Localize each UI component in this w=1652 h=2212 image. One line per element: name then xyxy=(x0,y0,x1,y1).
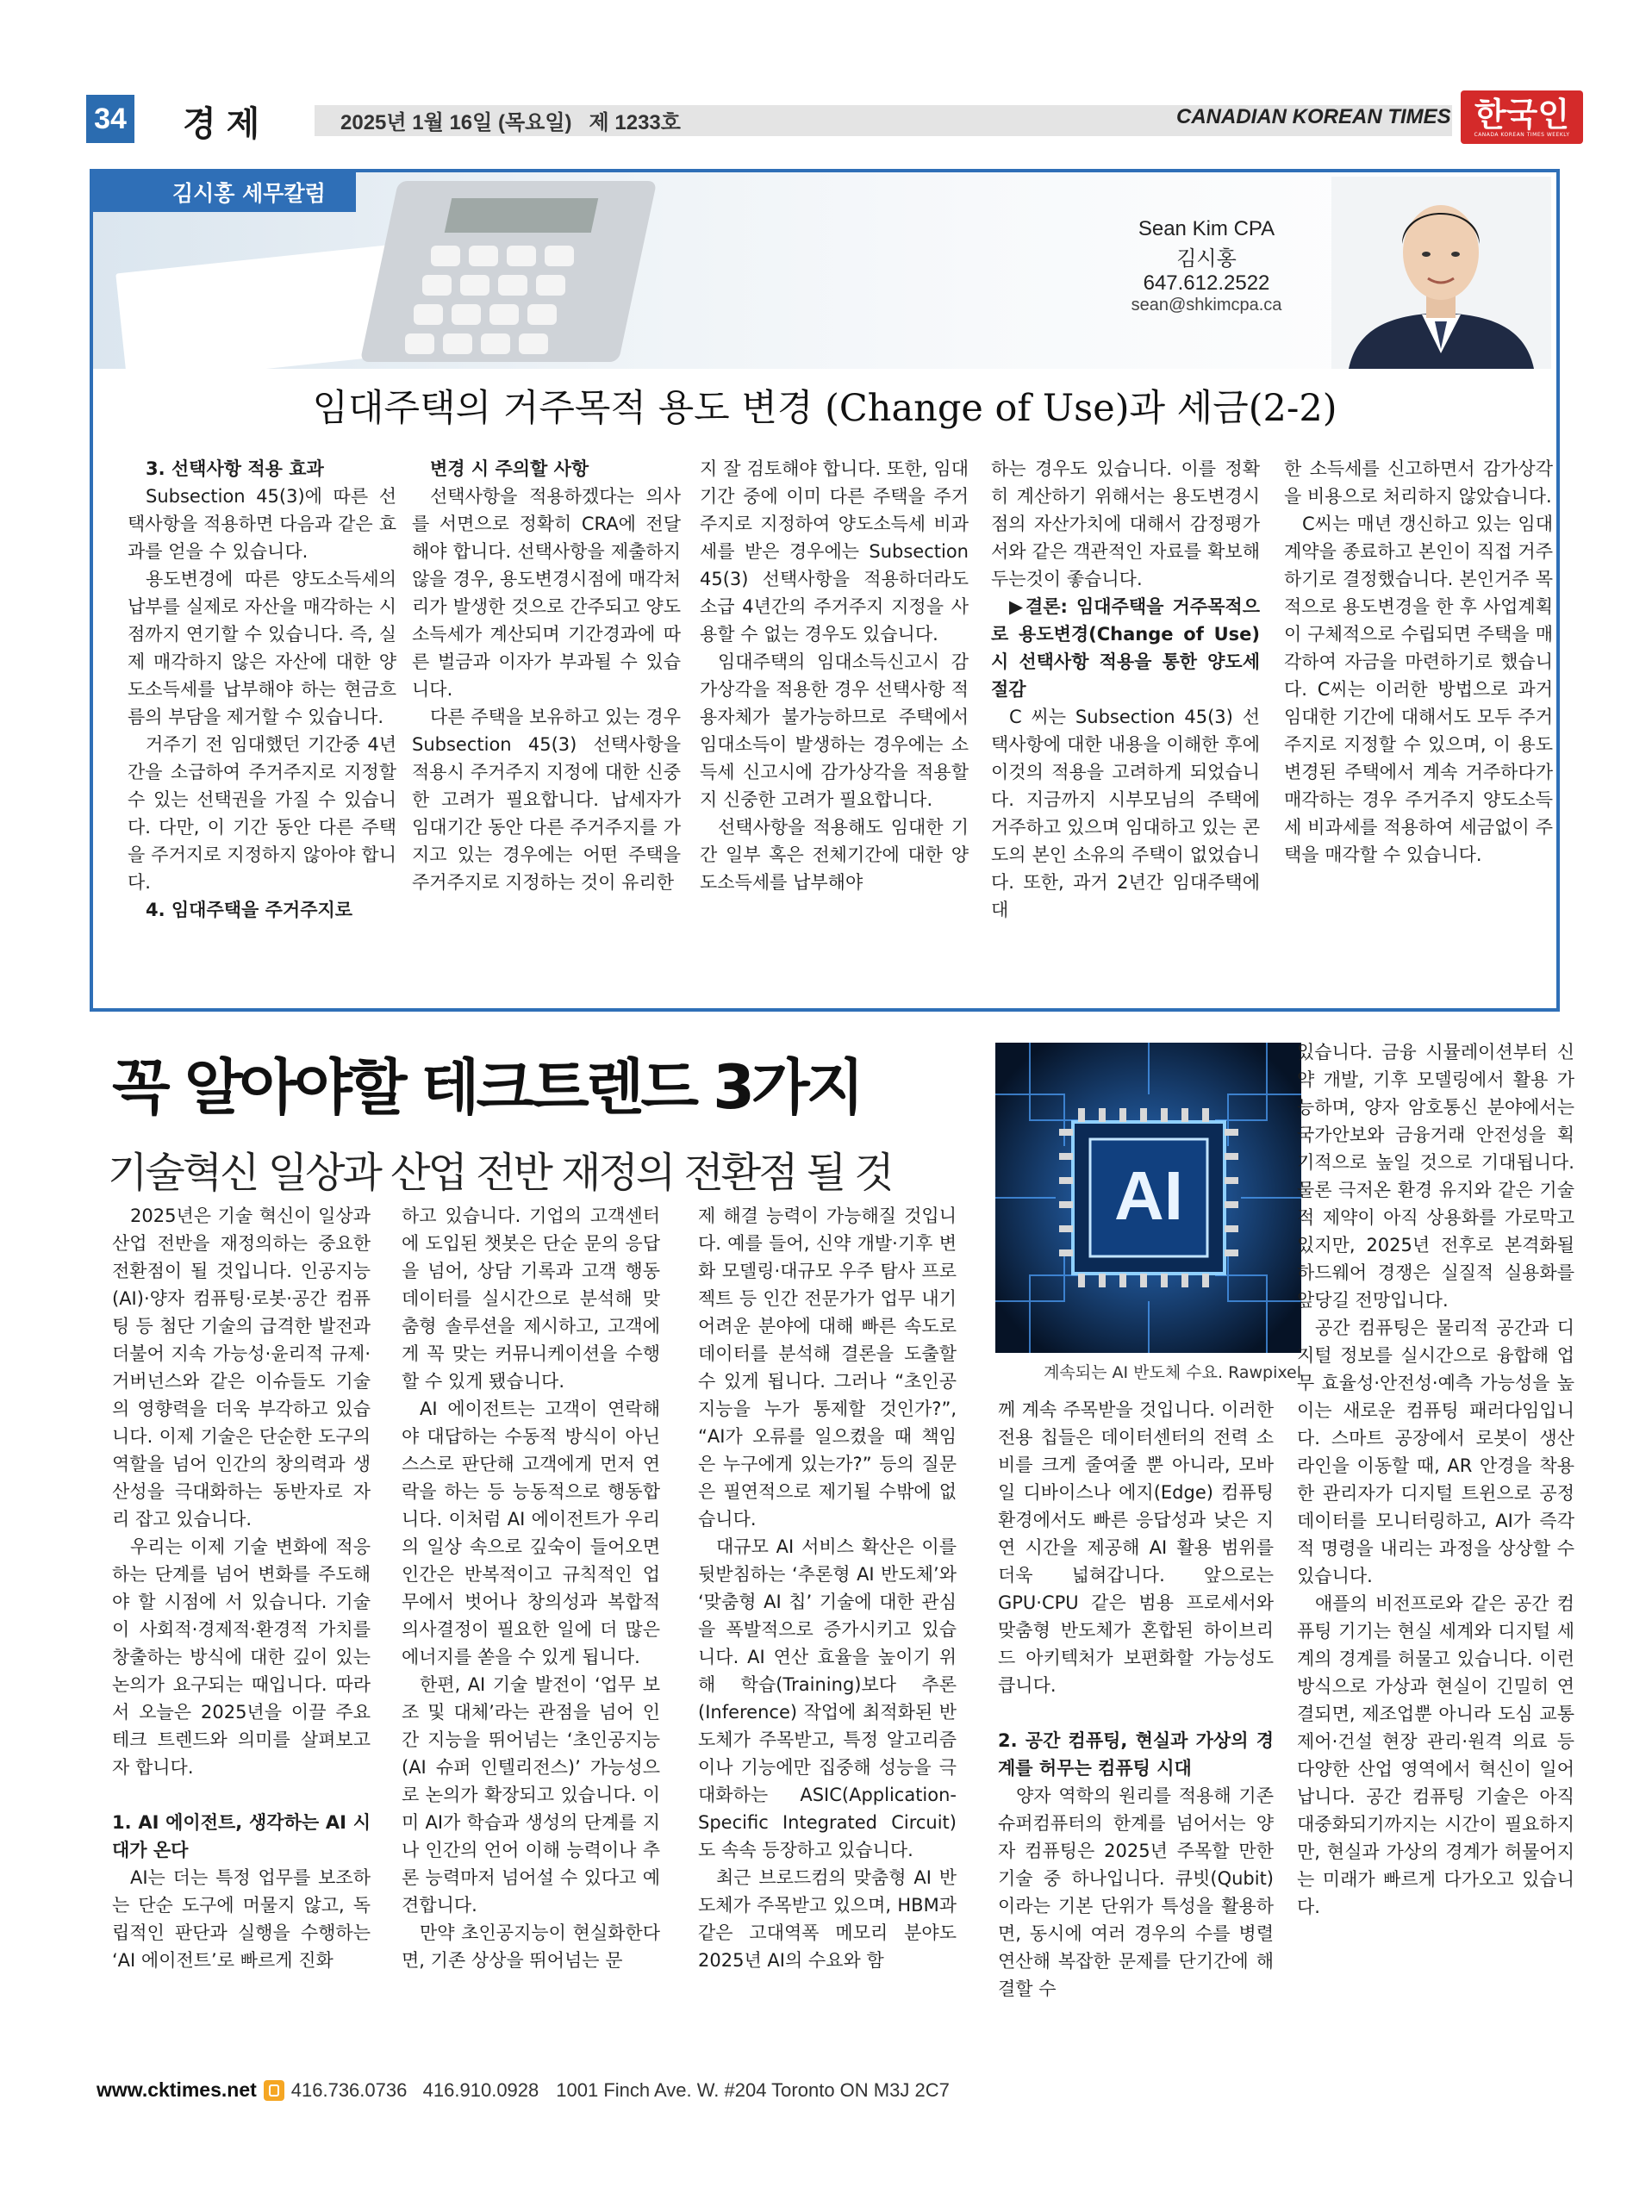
column-paragraph: 선택사항을 적용해도 임대한 기간 일부 혹은 전체기간에 대한 양도소득세를 납부해야 xyxy=(700,817,969,893)
article-paragraph: 공간 컴퓨팅은 물리적 공간과 디지털 정보를 실시간으로 융합해 업무 효율성·안전성·예측 가능성을 높이는 새로운 컴퓨팅 패러다임입니다. 스마트 공장에서 로봇이 생산 라인을 이동할 때, AR 안경을 착용한 관리자가 디지털 트윈으로 공정 데이터를 모니터링하고, AI가 즉각적 명령을 내리는 과정을 상상할 수 있습니다. xyxy=(1297,1318,1574,1586)
author-phone[interactable]: 647.612.2522 xyxy=(1143,271,1270,295)
article-text-4 xyxy=(998,1396,1274,2003)
calculator-screen xyxy=(445,198,599,233)
article-headline: 꼭 알아야할 테크트렌드 3가지 xyxy=(112,1052,862,1123)
author-photo xyxy=(1331,177,1551,369)
page-number: 34 xyxy=(86,95,134,143)
article-paragraph: AI는 더는 특정 업무를 보조하는 단순 도구에 머물지 않고, 독립적인 판단과 실행을 수행하는 ‘AI 에이전트’로 빠르게 진화 xyxy=(112,1867,371,1971)
column-text-1 xyxy=(128,455,396,924)
logo-subtext: CANADA KOREAN TIMES WEEKLY xyxy=(1474,131,1570,138)
column-paragraph: 지 잘 검토해야 합니다. 또한, 임대기간 중에 이미 다른 주택을 주거주지로 지정하여 양도소득세 비과세를 받은 경우에는 Subsection 45(3) 선택사항을 적용하더라도 소급 4년간의 주거주지 지정을 사용할 수 없는 경우도 있습니다. xyxy=(700,458,969,645)
image-caption: 계속되는 AI 반도체 수요. Rawpixel xyxy=(1044,1363,1301,1382)
column-text-5 xyxy=(1284,455,1553,869)
footer-address: 1001 Finch Ave. W. #204 Toronto ON M3J 2C7 xyxy=(556,2078,950,2101)
author-card xyxy=(1094,217,1318,315)
column-subhead: ▶결론: 임대주택을 거주목적으로 용도변경(Change of Use)시 선택사항 적용을 통한 양도세 절감 xyxy=(991,596,1260,700)
publication-name: CANADIAN KOREAN TIMES xyxy=(1176,105,1451,128)
ai-chip-image xyxy=(995,1043,1301,1353)
article-paragraph: AI 에이전트는 고객이 연락해야 대답하는 수동적 방식이 아닌 스스로 판단해 고객에게 먼저 연락을 하는 등 능동적으로 행동합니다. 이처럼 AI 에이전트가 우리의 일상 속으로 깊숙이 들어오면 인간은 반복적이고 규칙적인 업무에서 벗어나 창의성과 복합적 의사결정이 필요한 일에 더 많은 에너지를 쏟을 수 있게 됩니다. xyxy=(402,1399,660,1667)
article-subhead-2: 2. 공간 컴퓨팅, 현실과 가상의 경계를 허무는 컴퓨팅 시대 xyxy=(998,1730,1274,1779)
section-title: 경제 xyxy=(183,104,271,144)
article-text-1 xyxy=(112,1202,371,1974)
article-paragraph: 2025년은 기술 혁신이 일상과 산업 전반을 재정의하는 중요한 전환점이 될 것입니다. 인공지능(AI)·양자 컴퓨팅·로봇·공간 컴퓨팅 등 첨단 기술의 급격한 발전과 더불어 지속 가능성·윤리적 규제·거버넌스와 같은 이슈들도 기술의 영향력을 더욱 부각하고 있습니다. 이제 기술은 단순한 도구의 역할을 넘어 인간의 창의력과 생산성을 극대화하는 동반자로 자리 잡고 있습니다. xyxy=(112,1206,371,1530)
column-subhead: 3. 선택사항 적용 효과 xyxy=(146,458,324,479)
column-text-3 xyxy=(700,455,969,896)
issue-date: 2025년 1월 16일 (목요일) 제 1233호 xyxy=(340,111,681,134)
column-subhead: 변경 시 주의할 사항 xyxy=(430,458,589,479)
article-paragraph: 한편, AI 기술 발전이 ‘업무 보조 및 대체’라는 관점을 넘어 인간 지능을 뛰어넘는 ‘초인공지능(AI 슈퍼 인텔리전스)’ 가능성으로 논의가 확장되고 있습니다. 이미 AI가 학습과 생성의 단계를 지나 인간의 언어 이해 능력이나 추론 능력마저 넘어설 수 있다고 예견합니다. xyxy=(402,1674,660,1916)
author-email[interactable]: sean@shkimcpa.ca xyxy=(1131,296,1282,315)
column-paragraph: C 씨는 Subsection 45(3) 선택사항에 대한 내용을 이해한 후에 이것의 적용을 고려하게 되었습니다. 지금까지 시부모님의 주택에 거주하고 있으며 임대하고 있는 콘도의 본인 소유의 주택이 없었습니다. 또한, 과거 2년간 임대주택에 대 xyxy=(991,707,1260,920)
article-paragraph: 최근 브로드컴의 맞춤형 AI 반도체가 주목받고 있으며, HBM과 같은 고대역폭 메모리 분야도 2025년 AI의 수요와 함 xyxy=(698,1867,957,1971)
article-text-5 xyxy=(1297,1038,1574,1921)
article-paragraph: 제 해결 능력이 가능해질 것입니다. 예를 들어, 신약 개발·기후 변화 모델링·대규모 우주 탐사 프로젝트 등 인간 전문가가 업무 내기 어려운 분야에 대해 빠른 속도로 데이터를 분석해 결론을 도출할 수 있게 됩니다. 그러나 “초인공지능을 누가 통제할 것인가?”, “AI가 오류를 일으켰을 때 책임은 누구에게 있는가?” 등의 질문은 필연적으로 제기될 수밖에 없습니다. xyxy=(698,1206,957,1530)
website-link[interactable]: www.cktimes.net xyxy=(97,2078,257,2101)
column-paragraph: 선택사항을 적용하겠다는 의사를 서면으로 정확히 CRA에 전달해야 합니다. 선택사항을 제출하지 않을 경우, 용도변경시점에 매각처리가 발생한 것으로 간주되고 양도소득세가 계산되며 기간경과에 따른 벌금과 이자가 부과될 수 있습니다. xyxy=(412,486,681,700)
article-paragraph: 양자 역학의 원리를 적용해 기존 슈퍼컴퓨터의 한계를 넘어서는 양자 컴퓨팅은 2025년 주목할 만한 기술 중 하나입니다. 큐빗(Qubit)이라는 기본 단위가 특성을 활용하면, 동시에 여러 경우의 수를 병렬 연산해 복잡한 문제를 단기간에 해결할 수 xyxy=(998,1785,1274,1999)
footer-phones: 416.736.0736 416.910.0928 xyxy=(290,2078,539,2101)
article-paragraph: 께 계속 주목받을 것입니다. 이러한 전용 칩들은 데이터센터의 전력 소비를 크게 줄여줄 뿐 아니라, 모바일 디바이스나 에지(Edge) 컴퓨팅 환경에서도 빠른 응답성과 낮은 지연 시간을 제공해 AI 활용 범위를 더욱 넓혀갑니다. 앞으로는 GPU·CPU 같은 범용 프로세서와 맞춤형 반도체가 혼합된 하이브리드 아키텍처가 보편화할 가능성도 큽니다. xyxy=(998,1399,1274,1696)
logo-text: 한국인 xyxy=(1474,95,1570,134)
article-text-2 xyxy=(402,1202,660,1974)
article-subhead: 기술혁신 일상과 산업 전반 재정의 전환점 될 것 xyxy=(108,1149,892,1197)
calculator-keys xyxy=(396,246,638,358)
column-text-2 xyxy=(412,455,681,896)
column-paragraph: 다른 주택을 보유하고 있는 경우 Subsection 45(3) 선택사항을 적용시 주거주지 지정에 대한 신중한 고려가 필요합니다. 납세자가 임대기간 동안 다른 주거주지를 가지고 있는 경우에는 어떤 주택을 주거주지로 지정하는 것이 유리한 xyxy=(412,707,681,893)
article-paragraph: 만약 초인공지능이 현실화한다면, 기존 상상을 뛰어넘는 문 xyxy=(402,1922,660,1971)
article-paragraph: 우리는 이제 기술 변화에 적응하는 단계를 넘어 변화를 주도해야 할 시점에 서 있습니다. 기술이 사회적·경제적·환경적 가치를 창출하는 방식에 대한 깊이 있는 논의가 요구되는 때입니다. 따라서 오늘은 2025년을 이끌 주요 테크 트렌드와 의미를 살펴보고자 합니다. xyxy=(112,1536,371,1778)
column-paragraph: 임대주택의 임대소득신고시 감가상각을 적용한 경우 선택사항 적용자체가 불가능하므로 주택에서 임대소득이 발생하는 경우에는 소득세 신고시에 감가상각을 적용할 지 신중한 고려가 필요합니다. xyxy=(700,651,969,810)
article-paragraph: 애플의 비전프로와 같은 공간 컴퓨팅 기기는 현실 세계와 디지털 세계의 경계를 허물고 있습니다. 이런 방식으로 가상과 현실이 긴밀히 연결되면, 제조업뿐 아니라 도심 교통 제어·건설 현장 관리·원격 의료 등 다양한 산업 영역에서 혁신이 일어납니다. 공간 컴퓨팅 기술은 아직 대중화되기까지는 시간이 필요하지만, 현실과 가상의 경계가 허물어지는 미래가 빠르게 다가오고 있습니다. xyxy=(1297,1593,1574,1917)
article-paragraph: 하고 있습니다. 기업의 고객센터에 도입된 챗봇은 단순 문의 응답을 넘어, 상담 기록과 고객 행동 데이터를 실시간으로 분석해 맞춤형 솔루션을 제시하고, 고객에게 꼭 맞는 커뮤니케이션을 수행할 수 있게 됐습니다. xyxy=(402,1206,660,1392)
article-subhead-1: 1. AI 에이전트, 생각하는 AI 시대가 온다 xyxy=(112,1812,371,1860)
column-text-4 xyxy=(991,455,1260,924)
column-paragraph: 용도변경에 따른 양도소득세의 납부를 실제로 자산을 매각하는 시점까지 연기할 수 있습니다. 즉, 실제 매각하지 않은 자산에 대한 양도소득세를 납부해야 하는 현금흐름의 부담을 제거할 수 있습니다. xyxy=(128,569,396,727)
column-paragraph: 한 소득세를 신고하면서 감가상각을 비용으로 처리하지 않았습니다. xyxy=(1284,458,1553,507)
column-title: 임대주택의 거주목적 용도 변경 (Change of Use)과 세금(2-2) xyxy=(312,387,1337,430)
column-paragraph: 거주기 전 임대했던 기간중 4년간을 소급하여 주거주지로 지정할 수 있는 선택권을 가질 수 있습니다. 다만, 이 기간 동안 다른 주택을 주거지로 지정하지 않아야 합니다. xyxy=(128,734,396,893)
article-text-3 xyxy=(698,1202,957,1974)
page-footer xyxy=(97,2078,950,2102)
column-paragraph: Subsection 45(3)에 따른 선택사항을 적용하면 다음과 같은 효과를 얻을 수 있습니다. xyxy=(128,486,396,562)
author-name-ko: 김시홍 xyxy=(1176,246,1237,271)
column-paragraph: 하는 경우도 있습니다. 이를 정확히 계산하기 위해서는 용도변경시점의 자산가치에 대해서 감정평가서와 같은 객관적인 자료를 확보해두는것이 좋습니다. xyxy=(991,458,1260,589)
column-tag: 김시홍 세무칼럼 xyxy=(93,172,356,212)
article-paragraph: 있습니다. 금융 시뮬레이션부터 신약 개발, 기후 모델링에서 활용 가능하며, 양자 암호통신 분야에서는 국가안보와 금융거래 안전성을 획기적으로 높일 것으로 기대됩니다. 물론 극저온 환경 유지와 같은 기술적 제약이 아직 상용화를 가로막고 있지만, 2025년 전후로 본격화될 하드웨어 경쟁은 실질적 실용화를 앞당길 전망입니다. xyxy=(1297,1042,1574,1311)
newspaper-logo[interactable] xyxy=(1461,90,1583,144)
phone-icon xyxy=(264,2080,284,2101)
author-name-en: Sean Kim CPA xyxy=(1138,217,1275,240)
article-paragraph: 대규모 AI 서비스 확산은 이를 뒷받침하는 ‘추론형 AI 반도체’와 ‘맞춤형 AI 칩’ 기술에 대한 관심을 폭발적으로 증가시키고 있습니다. AI 연산 효율을 높이기 위해 학습(Training)보다 추론(Inference) 작업에 최적화된 반도체가 주목받고, 특정 알고리즘이나 기능에만 집중해 성능을 극대화하는 ASIC(Application-Specific Integrated Circuit)도 속속 등장하고 있습니다. xyxy=(698,1536,957,1860)
column-subhead: 4. 임대주택을 주거주지로 xyxy=(146,900,353,920)
chip-label: AI xyxy=(1114,1157,1183,1234)
column-paragraph: C씨는 매년 갱신하고 있는 임대계약을 종료하고 본인이 직접 거주하기로 결정했습니다. 본인거주 목적으로 용도변경을 한 후 사업계획이 구체적으로 수립되면 주택을 매각하여 자금을 마련하기로 했습니다. C씨는 이러한 방법으로 과거 임대한 기간에 대해서도 모두 주거주지로 지정할 수 있으며, 이 용도변경된 주택에서 계속 거주하다가 매각하는 경우 주거주지 양도소득세 비과세를 적용하여 세금없이 주택을 매각할 수 있습니다. xyxy=(1284,514,1553,865)
